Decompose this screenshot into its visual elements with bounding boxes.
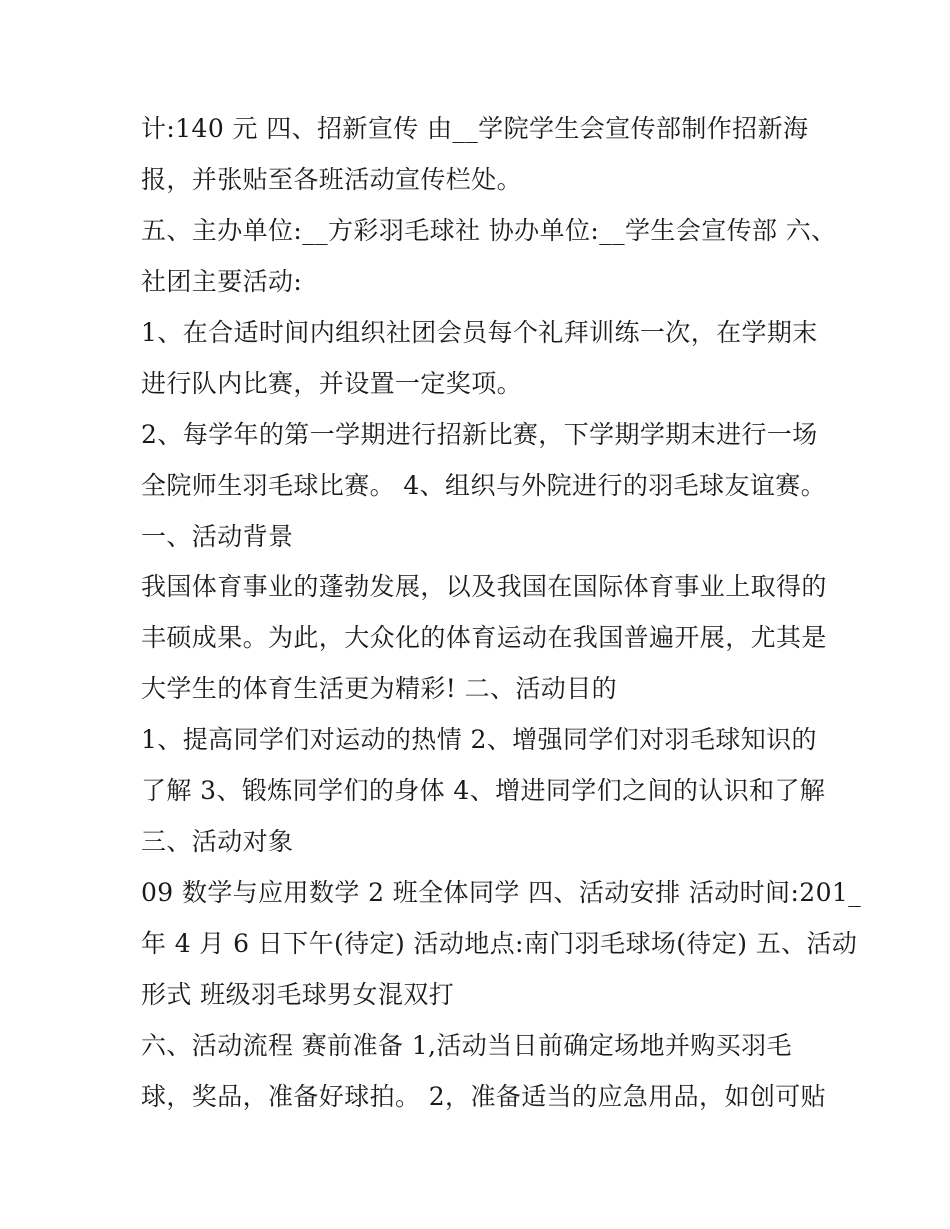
section-heading: 一、活动背景 <box>141 522 294 551</box>
text-line: 报，并张贴至各班活动宣传栏处。 <box>141 165 523 194</box>
text-line: 社团主要活动: <box>141 267 303 296</box>
text-line: 五、主办单位:__方彩羽毛球社 协办单位:__学生会宣传部 六、 <box>141 216 837 245</box>
section-heading: 三、活动对象 <box>141 827 294 856</box>
text-line: 年 4 月 6 日下午(待定) 活动地点:南门羽毛球场(待定) 五、活动 <box>141 929 858 958</box>
text-line: 大学生的体育生活更为精彩! 二、活动目的 <box>141 674 617 703</box>
text-line: 进行队内比赛，并设置一定奖项。 <box>141 369 523 398</box>
text-line: 形式 班级羽毛球男女混双打 <box>141 980 455 1009</box>
text-line: 球，奖品，准备好球拍。 2，准备适当的应急用品，如创可贴 <box>141 1082 827 1111</box>
text-line: 丰硕成果。为此，大众化的体育运动在我国普遍开展，尤其是 <box>141 623 827 652</box>
text-line: 计:140 元 四、招新宣传 由__学院学生会宣传部制作招新海 <box>141 114 809 143</box>
text-line: 09 数学与应用数学 2 班全体同学 四、活动安排 活动时间:201_ <box>141 878 862 907</box>
text-line: 我国体育事业的蓬勃发展，以及我国在国际体育事业上取得的 <box>141 572 827 601</box>
text-line: 1、提高同学们对运动的热情 2、增强同学们对羽毛球知识的 <box>141 725 817 754</box>
text-line: 1、在合适时间内组织社团会员每个礼拜训练一次，在学期末 <box>141 318 818 347</box>
text-line: 2、每学年的第一学期进行招新比赛，下学期学期末进行一场 <box>141 420 818 449</box>
text-line: 六、活动流程 赛前准备 1,活动当日前确定场地并购买羽毛 <box>141 1031 792 1060</box>
text-line: 了解 3、锻炼同学们的身体 4、增进同学们之间的认识和了解 <box>141 776 826 805</box>
text-line: 全院师生羽毛球比赛。 4、组织与外院进行的羽毛球友谊赛。 <box>141 471 827 500</box>
